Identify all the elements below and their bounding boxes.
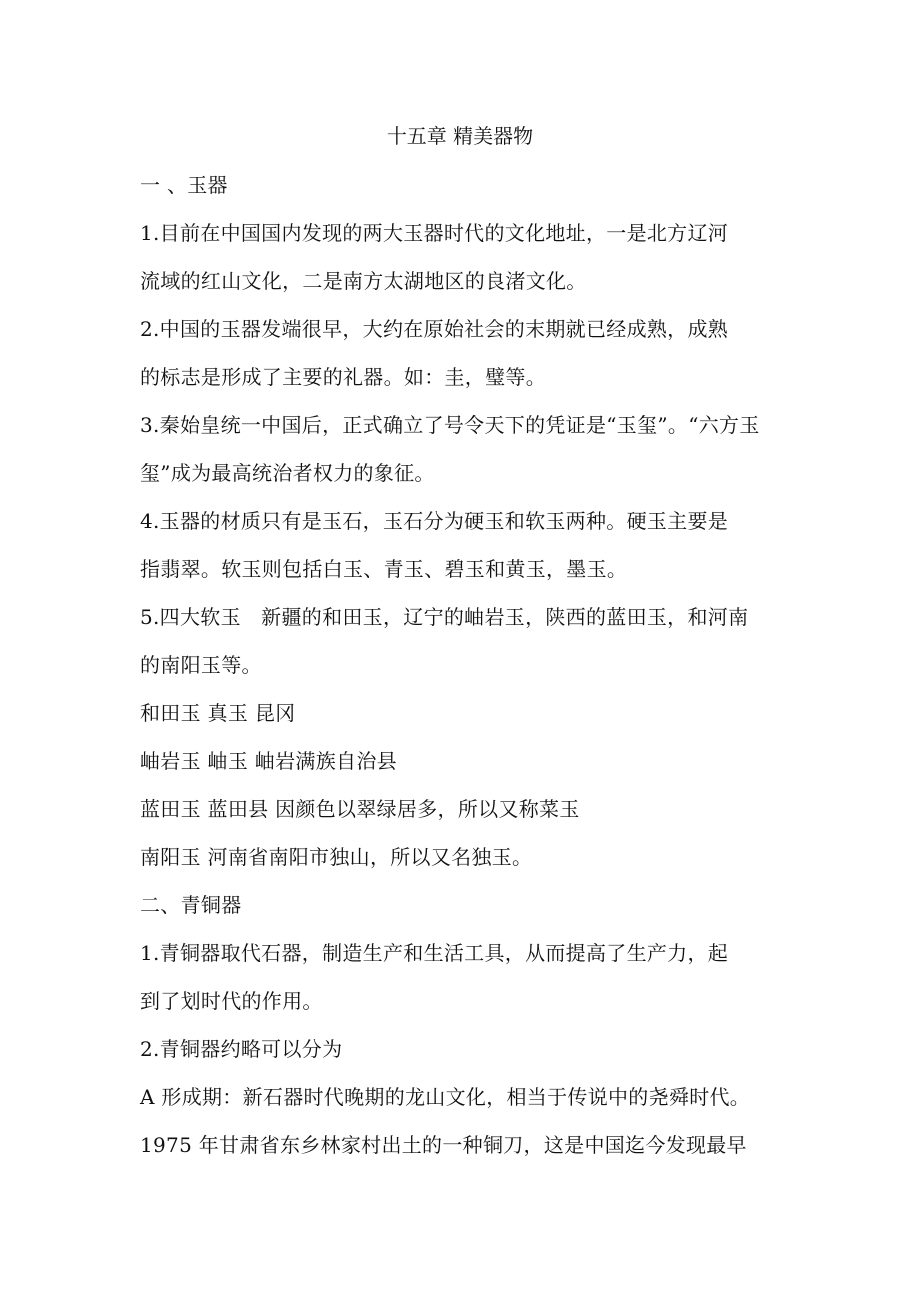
- paragraph-line: 5.四大软玉 新疆的和田玉，辽宁的岫岩玉，陕西的蓝田玉，和河南: [140, 605, 749, 629]
- jade-list-item: 岫岩玉 岫玉 岫岩满族自治县: [140, 749, 397, 773]
- page-title: 十五章 精美器物: [386, 124, 534, 148]
- paragraph-line: 1.青铜器取代石器，制造生产和生活工具，从而提高了生产力，起: [140, 941, 729, 965]
- paragraph-line: 流域的红山文化，二是南方太湖地区的良渚文化。: [140, 269, 587, 293]
- paragraph-line: 2.青铜器约略可以分为: [140, 1037, 343, 1061]
- section-heading-jade: 一 、玉器: [140, 173, 228, 197]
- section-heading-bronze: 二、青铜器: [140, 893, 242, 917]
- jade-list-item: 南阳玉 河南省南阳市独山，所以又名独玉。: [140, 845, 533, 869]
- jade-list-item: 和田玉 真玉 昆冈: [140, 701, 296, 725]
- paragraph-line: 1.目前在中国国内发现的两大玉器时代的文化地址，一是北方辽河: [140, 221, 729, 245]
- jade-list-item: 蓝田玉 蓝田县 因颜色以翠绿居多，所以又称菜玉: [140, 797, 580, 821]
- paragraph-line: 指翡翠。软玉则包括白玉、青玉、碧玉和黄玉，墨玉。: [140, 557, 628, 581]
- paragraph-line: 1975 年甘肃省东乡林家村出土的一种铜刀，这是中国迄今发现最早: [140, 1133, 747, 1157]
- paragraph-line: 3.秦始皇统一中国后，正式确立了号令天下的凭证是“玉玺”。“六方玉: [140, 413, 760, 437]
- paragraph-line: 4.玉器的材质只有是玉石，玉石分为硬玉和软玉两种。硬玉主要是: [140, 509, 729, 533]
- paragraph-line: 到了划时代的作用。: [140, 989, 323, 1013]
- paragraph-line: A 形成期：新石器时代晚期的龙山文化，相当于传说中的尧舜时代。: [140, 1085, 751, 1109]
- paragraph-line: 的南阳玉等。: [140, 653, 262, 677]
- paragraph-line: 的标志是形成了主要的礼器。如：圭，璧等。: [140, 365, 546, 389]
- paragraph-line: 玺”成为最高统治者权力的象征。: [140, 461, 435, 485]
- paragraph-line: 2.中国的玉器发端很早，大约在原始社会的末期就已经成熟，成熟: [140, 317, 729, 341]
